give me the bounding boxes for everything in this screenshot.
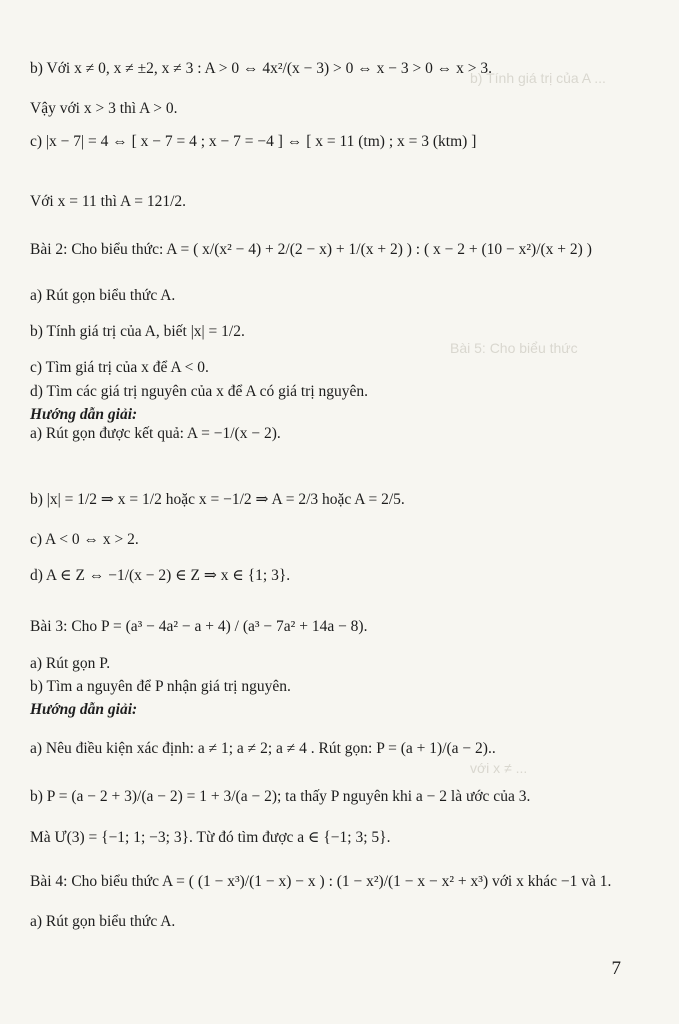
text-line-l13: c) A < 0 ⇔ x > 2. [30, 531, 139, 548]
text-line-l8: c) Tìm giá trị của x để A < 0. [30, 359, 209, 376]
text-line-l22: Bài 4: Cho biểu thức A = ( (1 − x³)/(1 − x) − x ) : (1 − x²)/(1 − x − x² + x³) với x khác −1 và 1. [30, 873, 612, 890]
text-line-l4: Với x = 11 thì A = 121/2. [30, 193, 187, 210]
show-through-text: Bài 5: Cho biểu thức [450, 340, 578, 356]
text-line-l1: b) Với x ≠ 0, x ≠ ±2, x ≠ 3 : A > 0 ⇔ 4x²/(x − 3) > 0 ⇔ x − 3 > 0 ⇔ x > 3. [30, 60, 492, 77]
text-line-l12: b) |x| = 1/2 ⇒ x = 1/2 hoặc x = −1/2 ⇒ A = 2/3 hoặc A = 2/5. [30, 491, 405, 508]
text-line-l6: a) Rút gọn biểu thức A. [30, 287, 176, 304]
text-line-l19: a) Nêu điều kiện xác định: a ≠ 1; a ≠ 2; a ≠ 4 . Rút gọn: P = (a + 1)/(a − 2).. [30, 740, 496, 757]
text-line-l21: Mà Ư(3) = {−1; 1; −3; 3}. Từ đó tìm được a ∈ {−1; 3; 5}. [30, 829, 391, 846]
show-through-text: b) Tính giá trị của A ... [470, 70, 606, 86]
text-line-l16: a) Rút gọn P. [30, 655, 111, 672]
text-line-l14: d) A ∈ Z ⇔ −1/(x − 2) ∈ Z ⇒ x ∈ {1; 3}. [30, 567, 291, 584]
text-line-l18: Hướng dẫn giải: [30, 701, 138, 718]
text-line-l23: a) Rút gọn biểu thức A. [30, 913, 176, 930]
show-through-text: với x ≠ ... [470, 760, 528, 776]
page-number: 7 [611, 958, 621, 979]
text-line-l7: b) Tính giá trị của A, biết |x| = 1/2. [30, 323, 245, 340]
text-line-l9: d) Tìm các giá trị nguyên của x để A có giá trị nguyên. [30, 383, 369, 400]
text-line-l5: Bài 2: Cho biểu thức: A = ( x/(x² − 4) + 2/(2 − x) + 1/(x + 2) ) : ( x − 2 + (10 − x²)/(x + 2) ) [30, 241, 592, 258]
text-line-l17: b) Tìm a nguyên để P nhận giá trị nguyên. [30, 678, 291, 695]
text-line-l10: Hướng dẫn giải: [30, 406, 138, 423]
text-line-l2: Vậy với x > 3 thì A > 0. [30, 100, 178, 117]
text-line-l3: c) |x − 7| = 4 ⇔ [ x − 7 = 4 ; x − 7 = −4 ] ⇔ [ x = 11 (tm) ; x = 3 (ktm) ] [30, 133, 477, 150]
text-line-l11: a) Rút gọn được kết quả: A = −1/(x − 2). [30, 425, 281, 442]
text-line-l15: Bài 3: Cho P = (a³ − 4a² − a + 4) / (a³ − 7a² + 14a − 8). [30, 618, 368, 635]
text-line-l20: b) P = (a − 2 + 3)/(a − 2) = 1 + 3/(a − 2); ta thấy P nguyên khi a − 2 là ước của 3. [30, 788, 531, 805]
